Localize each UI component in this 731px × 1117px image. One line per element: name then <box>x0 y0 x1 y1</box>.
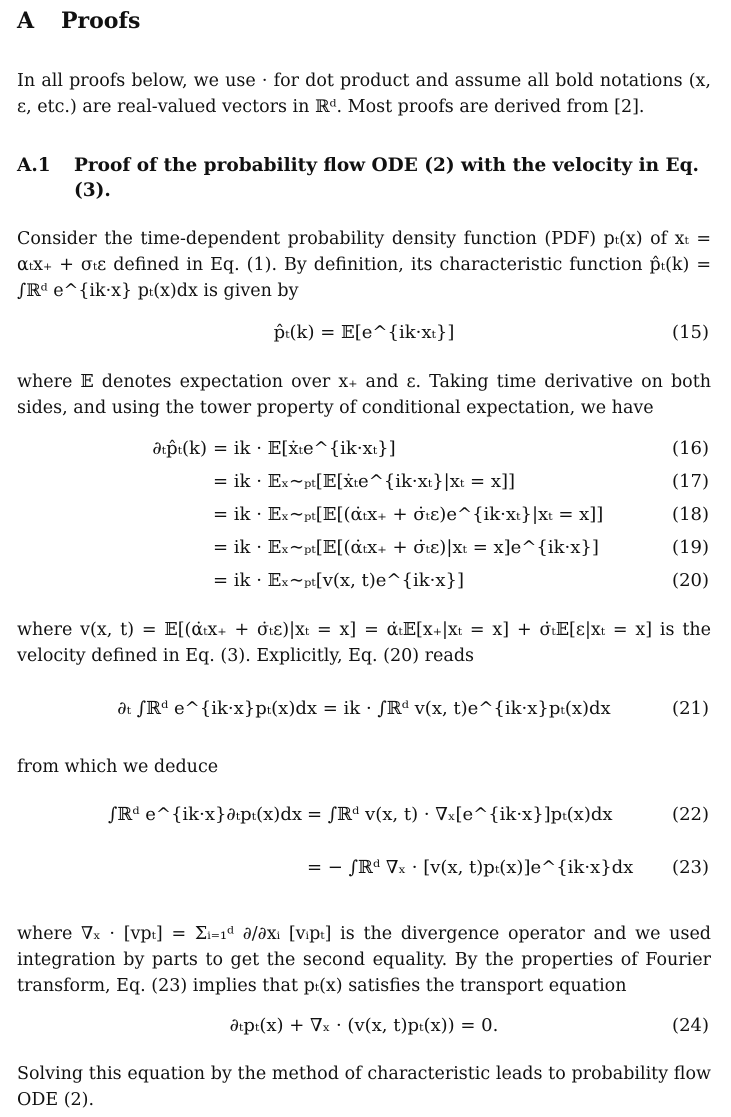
section-heading <box>17 8 140 34</box>
equation-16-rhs: = ik · 𝔼[ẋₜe^{ik·xₜ}] <box>213 438 396 459</box>
equation-24-tag: (24) <box>672 1015 709 1036</box>
equation-20 <box>17 570 711 600</box>
section-number: A <box>17 8 35 34</box>
paragraph-conclusion: Solving this equation by the method of characteristic leads to probability flow ODE (2). <box>17 1064 711 1110</box>
equation-16-tag: (16) <box>672 438 709 459</box>
intro-paragraph: In all proofs below, we use · for dot product and assume all bold notations (x, ε, etc.) are real-valued vectors in ℝᵈ. Most proofs are derived from [2]. <box>17 71 711 117</box>
equation-23-tag: (23) <box>672 857 709 878</box>
equation-22-tag: (22) <box>672 804 709 825</box>
equation-21 <box>17 698 711 728</box>
equation-16 <box>17 438 711 468</box>
subsection-number: A.1 <box>17 155 51 176</box>
equation-19 <box>17 537 711 567</box>
equation-20-rhs: = ik · 𝔼ₓ∼ₚₜ[v(x, t)e^{ik·x}] <box>213 570 464 591</box>
equation-17-tag: (17) <box>672 471 709 492</box>
paragraph-divergence: where ∇ₓ · [vpₜ] = Σᵢ₌₁ᵈ ∂/∂xᵢ [vᵢpₜ] is the divergence operator and we used integration by parts to get the second equality. By the properties of Fourier transform, Eq. (23) implies that pₜ(x) satisfies the transport equation <box>17 924 711 996</box>
equation-17 <box>17 471 711 501</box>
equation-15-body: p̂ₜ(k) = 𝔼[e^{ik·xₜ}] <box>273 322 455 343</box>
paragraph-pdf-definition: Consider the time-dependent probability density function (PDF) pₜ(x) of xₜ = αₜx₊ + σₜε defined in Eq. (1). By definition, its characteristic function p̂ₜ(k) = ∫ℝᵈ e^{ik·x} pₜ(x)dx is given by <box>17 229 711 301</box>
equation-24-body: ∂ₜpₜ(x) + ∇ₓ · (v(x, t)pₜ(x)) = 0. <box>229 1015 499 1036</box>
section-title: Proofs <box>61 8 141 34</box>
equation-24 <box>17 1015 711 1045</box>
equation-18-tag: (18) <box>672 504 709 525</box>
equation-17-rhs: = ik · 𝔼ₓ∼ₚₜ[𝔼[ẋₜe^{ik·xₜ}|xₜ = x]] <box>213 471 516 492</box>
equation-21-tag: (21) <box>672 698 709 719</box>
equation-21-body: ∂ₜ ∫ℝᵈ e^{ik·x}pₜ(x)dx = ik · ∫ℝᵈ v(x, t)e^{ik·x}pₜ(x)dx <box>117 698 611 719</box>
paragraph-deduce: from which we deduce <box>17 757 219 777</box>
equation-19-rhs: = ik · 𝔼ₓ∼ₚₜ[𝔼[(α̇ₜx₊ + σ̇ₜε)|xₜ = x]e^{ik·x}] <box>213 537 599 558</box>
equation-23 <box>17 857 711 887</box>
equation-15-tag: (15) <box>672 322 709 343</box>
equation-19-tag: (19) <box>672 537 709 558</box>
equation-18-rhs: = ik · 𝔼ₓ∼ₚₜ[𝔼[(α̇ₜx₊ + σ̇ₜε)e^{ik·xₜ}|xₜ = x]] <box>213 504 604 525</box>
equation-23-rhs: = − ∫ℝᵈ ∇ₓ · [v(x, t)pₜ(x)]e^{ik·x}dx <box>307 857 634 878</box>
equation-22-rhs: = ∫ℝᵈ v(x, t) · ∇ₓ[e^{ik·x}]pₜ(x)dx <box>307 804 613 825</box>
equation-22 <box>17 804 711 834</box>
paragraph-expectation: where 𝔼 denotes expectation over x₊ and ε. Taking time derivative on both sides, and using the tower property of conditional expectation, we have <box>17 372 711 418</box>
equation-22-lhs: ∫ℝᵈ e^{ik·x}∂ₜpₜ(x)dx <box>107 804 302 825</box>
equation-15 <box>17 322 711 352</box>
equation-18 <box>17 504 711 534</box>
equation-16-lhs: ∂ₜp̂ₜ(k) <box>152 438 207 459</box>
equation-20-tag: (20) <box>672 570 709 591</box>
paragraph-velocity: where v(x, t) = 𝔼[(α̇ₜx₊ + σ̇ₜε)|xₜ = x] = α̇ₜ𝔼[x₊|xₜ = x] + σ̇ₜ𝔼[ε|xₜ = x] is the velocity defined in Eq. (3). Explicitly, Eq. (20) reads <box>17 620 711 666</box>
subsection-title: Proof of the probability flow ODE (2) with the velocity in Eq. (3). <box>74 155 699 201</box>
subsection-heading <box>17 153 711 203</box>
